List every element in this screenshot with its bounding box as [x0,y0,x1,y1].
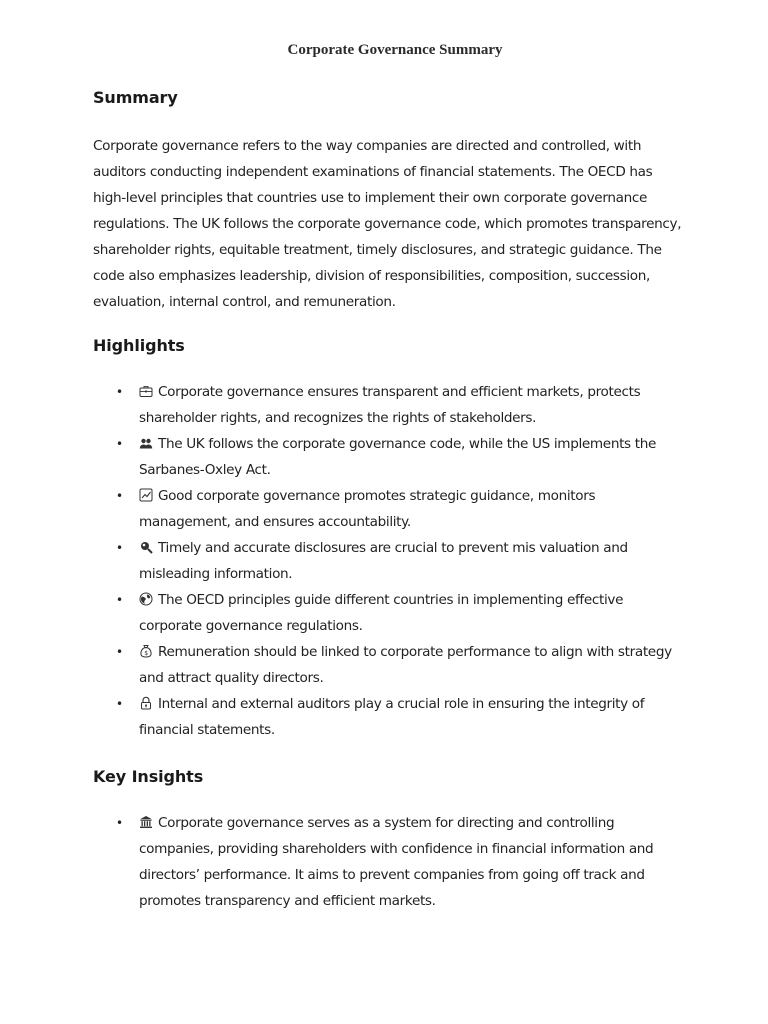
key-insights-section [93,767,683,914]
bullet-icon: • [116,541,123,555]
insight-text: Corporate governance serves as a system for directing and controlling companies, providing shareholders with confidence in financial information and directors’ performance. It aims to prevent companies from going off track and promotes transparency and efficient markets. [139,815,654,909]
list-item [93,691,683,743]
list-item [93,535,683,587]
list-item [93,431,683,483]
highlight-text: Good corporate governance promotes strategic guidance, monitors management, and ensures accountability. [139,488,596,530]
highlights-heading: Highlights [93,336,185,355]
bank-building-icon [139,815,153,829]
lock-icon [139,696,153,710]
bullet-icon: • [116,816,123,830]
people-icon [139,436,153,450]
highlight-text: The OECD principles guide different countries in implementing effective corporate governance regulations. [139,592,624,634]
bullet-icon: • [116,437,123,451]
highlight-text: Internal and external auditors play a crucial role in ensuring the integrity of financial statements. [139,696,645,738]
highlights-list [93,379,683,743]
highlight-text: The UK follows the corporate governance code, while the US implements the Sarbanes-Oxley Act. [139,436,657,478]
globe-icon [139,592,153,606]
highlights-section [93,336,683,743]
highlight-text: Remuneration should be linked to corporate performance to align with strategy and attract quality directors. [139,644,672,686]
highlight-text: Timely and accurate disclosures are crucial to prevent mis valuation and misleading information. [139,540,628,582]
svg-text:$: $ [144,650,148,658]
list-item [93,483,683,535]
money-bag-icon [139,644,153,658]
bullet-icon: • [116,385,123,399]
summary-paragraph: Corporate governance refers to the way companies are directed and controlled, with auditors conducting independent examinations of financial statements. The OECD has high-level principles that countries use to implement their own corporate governance regulations. The UK follows the corporate governance code, which promotes transparency, shareholder rights, equitable treatment, timely disclosures, and strategic guidance. The code also emphasizes leadership, division of responsibilities, composition, succession, evaluation, internal control, and remuneration. [93,138,682,310]
magnifier-icon [139,540,153,554]
bullet-icon: • [116,697,123,711]
key-insights-heading: Key Insights [93,767,204,786]
list-item [93,587,683,639]
bullet-icon: • [116,645,123,659]
briefcase-icon [139,384,153,398]
summary-heading: Summary [93,88,178,107]
document-title: Corporate Governance Summary [287,42,503,58]
list-item [93,810,683,914]
chart-increasing-icon [139,488,153,502]
highlight-text: Corporate governance ensures transparent and efficient markets, protects shareholder rights, and recognizes the rights of stakeholders. [139,384,641,426]
key-insights-list [93,810,683,914]
list-item [93,379,683,431]
summary-section [93,88,683,315]
bullet-icon: • [116,593,123,607]
bullet-icon: • [116,489,123,503]
list-item [93,639,683,691]
